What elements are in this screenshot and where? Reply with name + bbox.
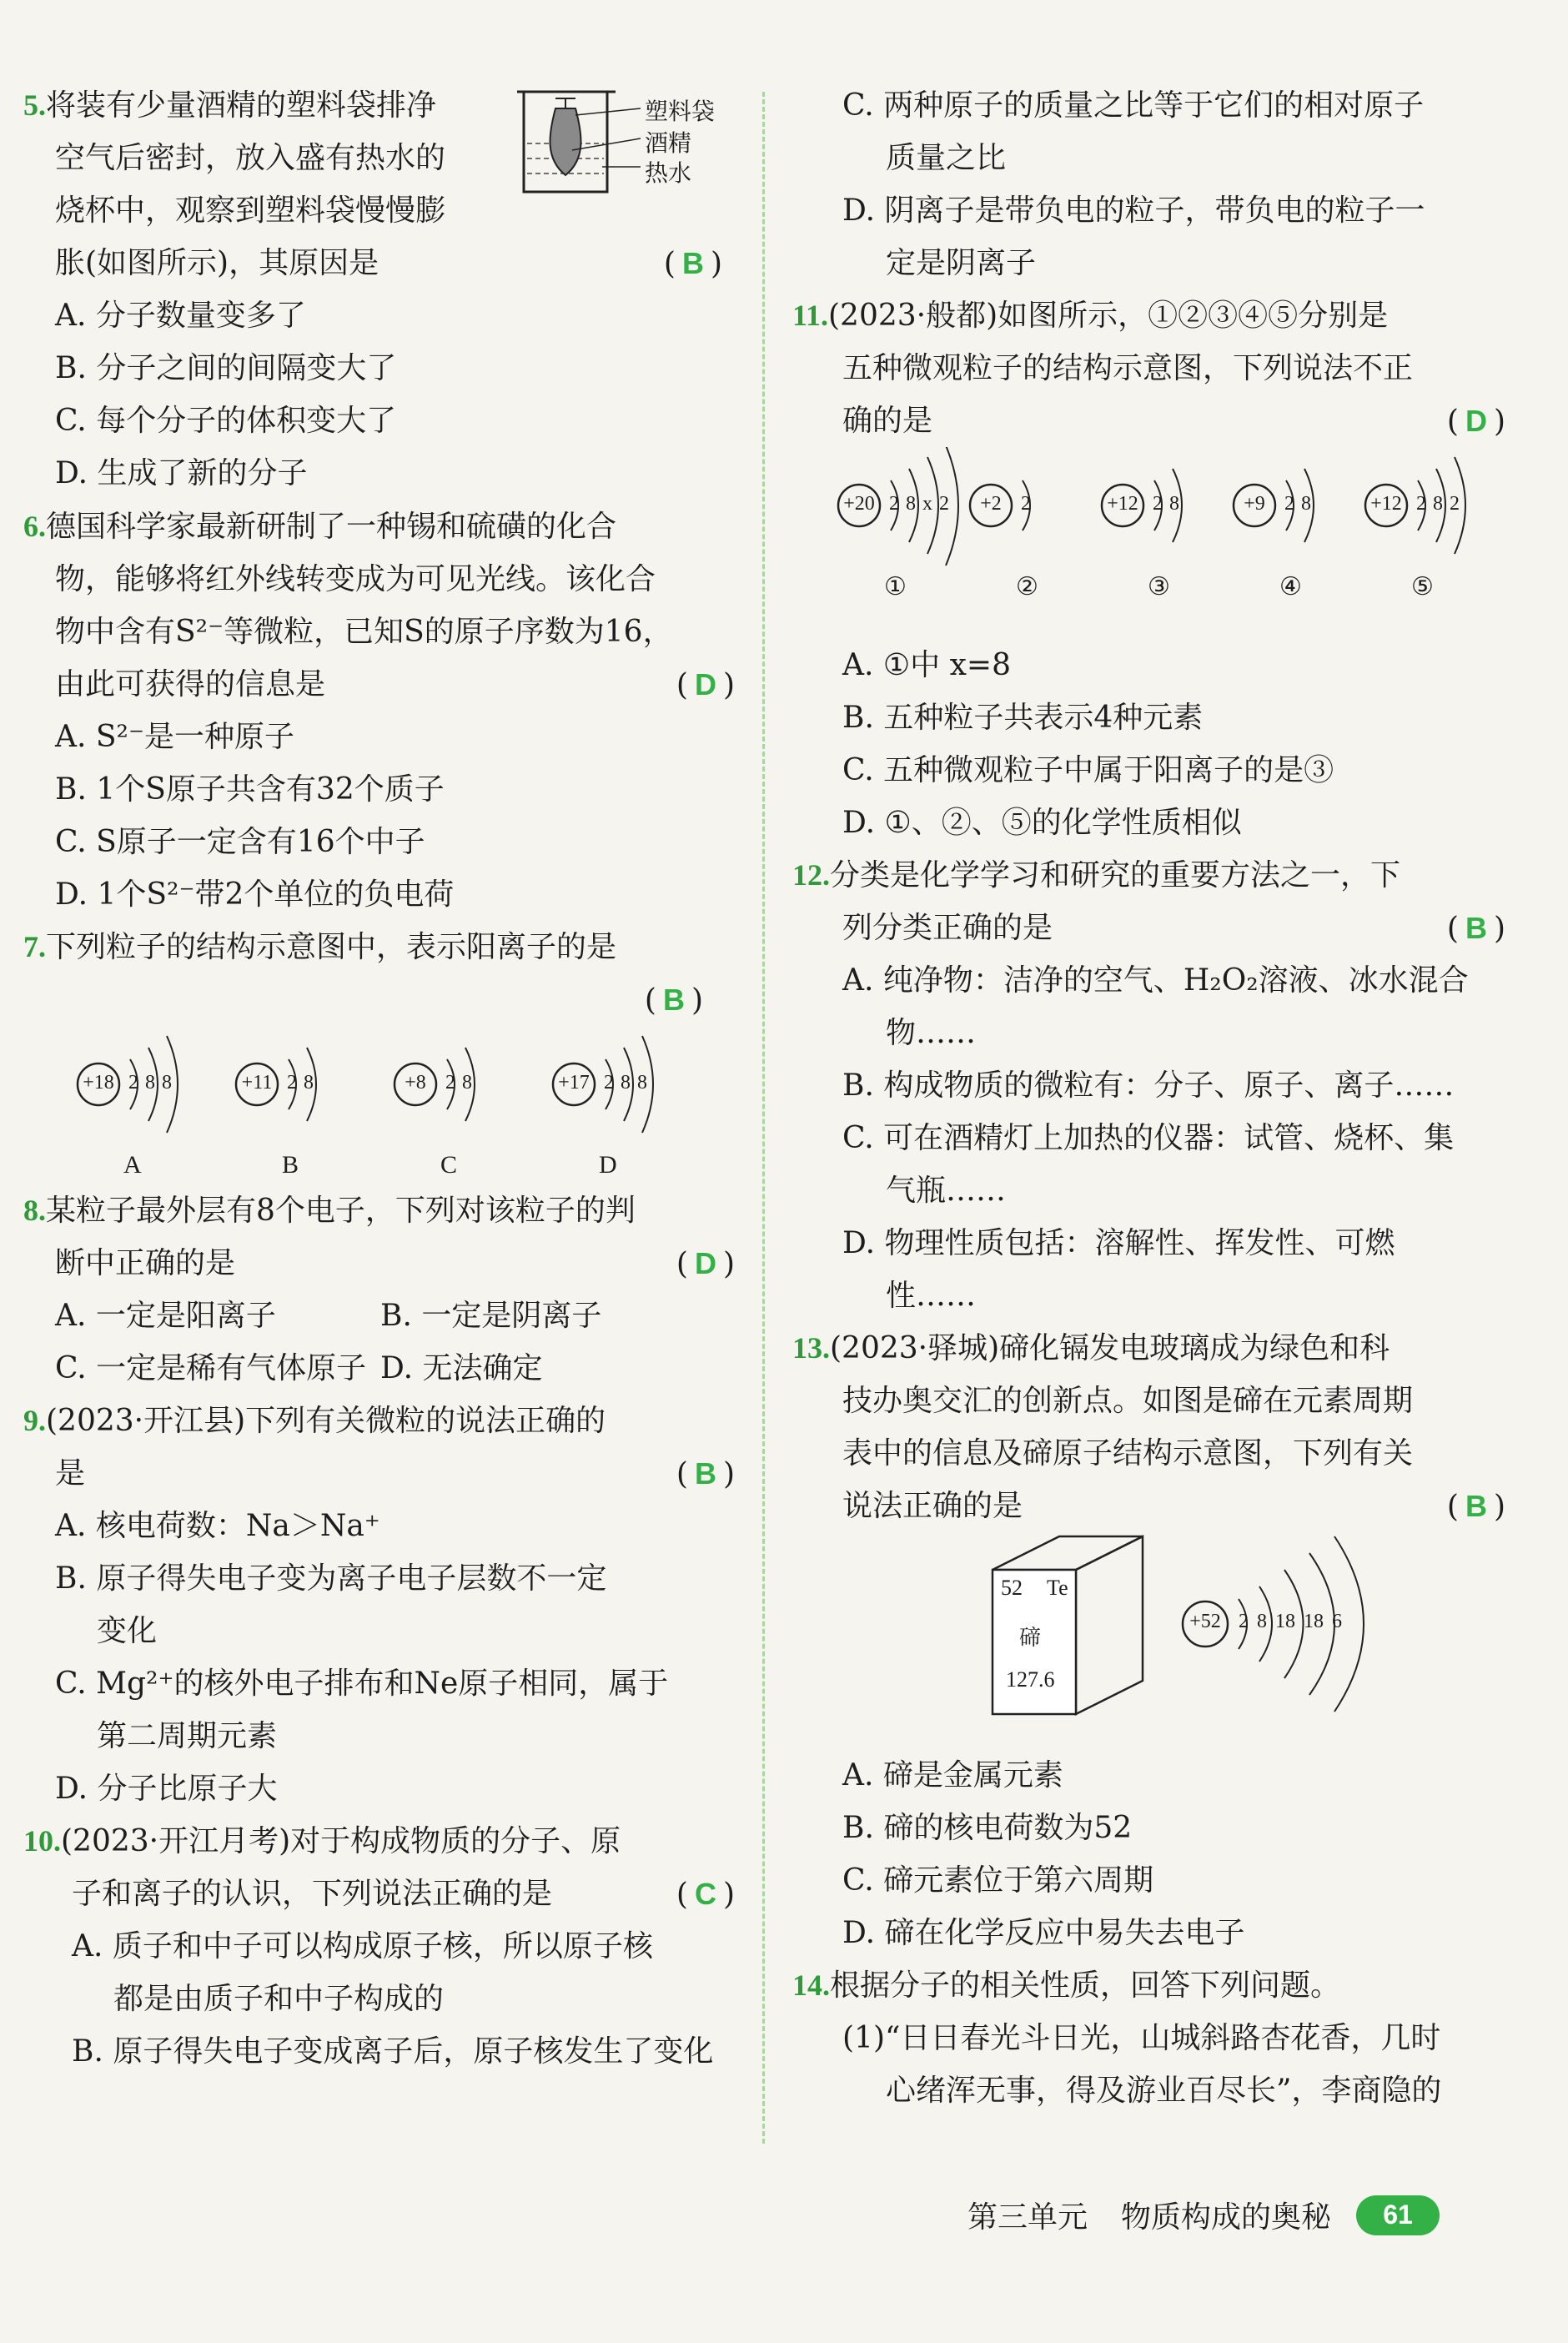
question-text: 根据分子的相关性质，回答下列问题。 xyxy=(830,1968,1341,2003)
shell-electrons: 2 8 xyxy=(287,1072,314,1094)
nucleus-charge: +9 xyxy=(1244,493,1265,515)
shell-electrons: 2 xyxy=(1021,493,1031,515)
shell-electrons: 2 8 2 xyxy=(1416,493,1460,515)
option: B. 原子得失电子变成离子后，原子核发生了变化 xyxy=(72,2034,714,2069)
option-continued: 第二周期元素 xyxy=(97,1719,278,1753)
question-number: 5. xyxy=(23,88,46,122)
option: D. 碲在化学反应中易失去电子 xyxy=(842,1916,1245,1950)
question-text: 某粒子最外层有8个电子，下列对该粒子的判 xyxy=(46,1194,636,1228)
diagram-label: C xyxy=(440,1151,458,1179)
diagram-label: ⑤ xyxy=(1411,573,1434,601)
answer-letter: B xyxy=(694,1456,716,1491)
element-symbol: Te xyxy=(1047,1576,1068,1600)
question-text: 物，能够将红外线转变成为可见光线。该化合 xyxy=(55,562,656,596)
question-8 xyxy=(23,1184,735,1395)
nucleus-charge: +12 xyxy=(1107,493,1138,515)
atom-diagram xyxy=(232,1026,390,1184)
answer-letter: B xyxy=(1465,911,1487,945)
right-column xyxy=(792,79,1505,2117)
question-text: 分类是化学学习和研究的重要方法之一，下 xyxy=(830,858,1401,892)
option: B. 原子得失电子变为离子电子层数不一定 xyxy=(55,1561,607,1596)
beaker-figure xyxy=(515,83,716,209)
option-continued: 质量之比 xyxy=(886,141,1007,175)
answer-letter: B xyxy=(681,246,704,280)
question-number: 12. xyxy=(792,858,830,892)
option: D. ①、②、⑤的化学性质相似 xyxy=(842,806,1242,840)
answer-box: ( C ) xyxy=(676,1877,735,1912)
nucleus-charge: +52 xyxy=(1189,1611,1221,1632)
diagram-label: ① xyxy=(884,573,907,601)
option: D. 阴离子是带负电的粒子，带负电的粒子一 xyxy=(842,194,1425,228)
element-mass: 127.6 xyxy=(1006,1667,1055,1692)
question-5 xyxy=(23,79,728,500)
question-text: 子和离子的认识，下列说法正确的是 xyxy=(72,1877,553,1911)
option-continued: 气瓶…… xyxy=(886,1174,1007,1208)
question-text: 说法正确的是 xyxy=(842,1489,1023,1523)
question-text: (2023·开江县)下列有关微粒的说法正确的 xyxy=(46,1404,606,1438)
answer-letter: D xyxy=(1465,404,1487,438)
option: D. 分子比原子大 xyxy=(55,1772,278,1806)
question-text: 技办奥交汇的创新点。如图是碲在元素周期 xyxy=(842,1384,1414,1418)
question-14 xyxy=(792,1959,1505,2117)
question-number: 8. xyxy=(23,1194,46,1227)
option-continued: 定是阴离子 xyxy=(886,246,1037,280)
question-number: 11. xyxy=(792,299,829,332)
question-text: 表中的信息及碲原子结构示意图，下列有关 xyxy=(842,1436,1414,1471)
question-number: 6. xyxy=(23,510,46,543)
diagram-label: ④ xyxy=(1279,573,1302,601)
atom-diagram xyxy=(1229,447,1361,639)
element-number: 52 xyxy=(1001,1576,1023,1600)
element-name: 碲 xyxy=(1019,1626,1042,1651)
atom-diagram xyxy=(73,1026,232,1184)
option: B. 分子之间的间隔变大了 xyxy=(55,351,397,385)
option: C. 可在酒精灯上加热的仪器：试管、烧杯、集 xyxy=(842,1121,1455,1155)
question-text: 五种微观粒子的结构示意图，下列说法不正 xyxy=(842,351,1414,385)
question-text: 烧杯中，观察到塑料袋慢慢膨 xyxy=(55,194,446,228)
shell-electrons: 2 8 8 xyxy=(128,1072,172,1094)
diagram-label: A xyxy=(123,1151,142,1179)
option: C. 五种微观粒子中属于阳离子的是③ xyxy=(842,753,1334,787)
question-12 xyxy=(792,849,1505,1322)
option: D. 物理性质包括：溶解性、挥发性、可燃 xyxy=(842,1226,1395,1260)
option-continued: 性…… xyxy=(886,1279,977,1313)
option: B. 构成物质的微粒有：分子、原子、离子…… xyxy=(842,1068,1455,1103)
shell-electrons: 2 8 xyxy=(1284,493,1311,515)
question-text: (2023·般都)如图所示，①②③④⑤分别是 xyxy=(828,299,1389,333)
option: B. 碲的核电荷数为52 xyxy=(842,1811,1133,1845)
question-6 xyxy=(23,500,735,921)
option-continued: 变化 xyxy=(97,1614,158,1648)
sub-question-text: 心绪浑无事，得及游业百尽长”，李商隐的 xyxy=(886,2074,1442,2108)
option: A. S²⁻是一种原子 xyxy=(55,720,294,754)
nucleus-charge: +8 xyxy=(405,1072,426,1094)
answer-box: ( D ) xyxy=(1446,404,1505,439)
option: A. 质子和中子可以构成原子核，所以原子核 xyxy=(72,1929,653,1963)
nucleus-charge: +12 xyxy=(1370,493,1402,515)
atom-diagram xyxy=(390,1026,549,1184)
option: C. 碲元素位于第六周期 xyxy=(842,1863,1154,1898)
unit-label: 第三单元 xyxy=(967,2200,1088,2235)
diagram-label: D xyxy=(599,1151,617,1179)
fig-label: 塑料袋 xyxy=(645,98,716,125)
left-column xyxy=(23,79,735,2078)
page-footer xyxy=(967,2194,1440,2236)
atom-diagrams-q11 xyxy=(834,447,1505,639)
atom-diagram xyxy=(966,447,1098,639)
question-text: 断中正确的是 xyxy=(55,1246,236,1280)
atom-diagram xyxy=(549,1026,707,1184)
atom-diagrams-q7 xyxy=(73,1026,728,1184)
answer-box: ( D ) xyxy=(676,667,735,702)
nucleus-charge: +2 xyxy=(980,493,1002,515)
shell-electrons: 2 8 xyxy=(1153,493,1179,515)
answer-letter: B xyxy=(1465,1489,1487,1523)
answer-letter: D xyxy=(694,1246,716,1280)
tellurium-figure xyxy=(792,1532,1505,1749)
option: C. 每个分子的体积变大了 xyxy=(55,404,397,438)
shell-electrons: 2 8 x 2 xyxy=(889,493,949,515)
shell-electrons: 2 8 xyxy=(445,1072,472,1094)
answer-letter: C xyxy=(694,1877,716,1911)
nucleus-charge: +17 xyxy=(558,1072,590,1094)
option: A. 一定是阳离子 xyxy=(55,1299,276,1333)
question-number: 13. xyxy=(792,1331,830,1365)
option: C. 两种原子的质量之比等于它们的相对原子 xyxy=(842,88,1425,123)
question-text: 德国科学家最新研制了一种锡和硫磺的化合 xyxy=(46,510,617,544)
atom-diagram xyxy=(834,447,966,639)
answer-box: ( D ) xyxy=(676,1246,735,1281)
answer-box: ( B ) xyxy=(1446,911,1505,946)
question-text: 物中含有S²⁻等微粒，已知S的原子序数为16， xyxy=(55,615,673,649)
option: D. 1个S²⁻带2个单位的负电荷 xyxy=(55,877,455,912)
diagram-label: ② xyxy=(1016,573,1038,601)
question-text: 由此可获得的信息是 xyxy=(55,667,326,701)
answer-letter: D xyxy=(694,667,716,701)
diagram-label: ③ xyxy=(1148,573,1170,601)
answer-box: ( B ) xyxy=(644,983,703,1018)
question-11 xyxy=(792,289,1505,849)
atom-diagram xyxy=(1098,447,1229,639)
column-divider xyxy=(762,92,765,2144)
option-continued: 都是由质子和中子构成的 xyxy=(113,1982,445,2016)
question-text: 下列粒子的结构示意图中，表示阳离子的是 xyxy=(46,930,617,964)
option: D. 生成了新的分子 xyxy=(55,456,308,490)
question-number: 9. xyxy=(23,1404,46,1437)
option: A. 核电荷数：Na＞Na⁺ xyxy=(55,1509,380,1543)
option: A. 纯净物：洁净的空气、H₂O₂溶液、冰水混合 xyxy=(842,963,1469,998)
question-text: (2023·驿城)碲化镉发电玻璃成为绿色和科 xyxy=(830,1331,1390,1365)
option: C. S原子一定含有16个中子 xyxy=(55,825,425,859)
nucleus-charge: +11 xyxy=(241,1072,273,1094)
nucleus-charge: +18 xyxy=(83,1072,114,1094)
answer-box: ( B ) xyxy=(1446,1489,1505,1524)
answer-box: ( B ) xyxy=(663,246,722,281)
question-text: 空气后密封，放入盛有热水的 xyxy=(55,141,446,175)
question-text: 是 xyxy=(55,1456,86,1491)
page-number: 61 xyxy=(1356,2195,1440,2235)
question-13 xyxy=(792,1322,1505,1959)
answer-box: ( B ) xyxy=(676,1456,735,1491)
option: C. Mg²⁺的核外电子排布和Ne原子相同，属于 xyxy=(55,1667,669,1701)
diagram-label: B xyxy=(282,1151,299,1179)
option: C. 一定是稀有气体原子 xyxy=(55,1351,367,1385)
option: A. ①中 x=8 xyxy=(842,648,1011,682)
option: A. 碲是金属元素 xyxy=(842,1758,1063,1792)
question-text: 胀(如图所示)，其原因是 xyxy=(55,246,379,280)
question-number: 7. xyxy=(23,930,46,963)
atom-diagram xyxy=(1361,447,1493,639)
nucleus-charge: +20 xyxy=(843,493,875,515)
answer-letter: B xyxy=(662,983,685,1017)
question-9 xyxy=(23,1395,735,1815)
unit-title: 物质构成的奥秘 xyxy=(1121,2200,1332,2235)
question-7 xyxy=(23,921,728,1184)
option: B. 五种粒子共表示4种元素 xyxy=(842,701,1204,735)
option: B. 一定是阴离子 xyxy=(380,1299,602,1333)
question-10 xyxy=(23,1815,735,2078)
option: D. 无法确定 xyxy=(380,1351,543,1385)
fig-label: 酒精 xyxy=(645,129,692,157)
question-text: (2023·开江月考)对于构成物质的分子、原 xyxy=(61,1824,621,1858)
question-number: 14. xyxy=(792,1968,830,2002)
option: A. 分子数量变多了 xyxy=(55,299,306,333)
question-text: 列分类正确的是 xyxy=(842,911,1053,945)
question-text: 确的是 xyxy=(842,404,933,438)
shell-electrons: 2 8 8 xyxy=(604,1072,647,1094)
fig-label: 热水 xyxy=(645,159,692,187)
shell-electrons: 2 8 18 18 6 xyxy=(1239,1611,1342,1632)
question-text: 将装有少量酒精的塑料袋排净 xyxy=(46,88,437,123)
question-number: 10. xyxy=(23,1824,61,1858)
option-continued: 物…… xyxy=(886,1016,977,1050)
option: B. 1个S原子共含有32个质子 xyxy=(55,772,445,807)
sub-question-text: (1)“日日春光斗日光，山城斜路杏花香，几时 xyxy=(842,2021,1441,2055)
